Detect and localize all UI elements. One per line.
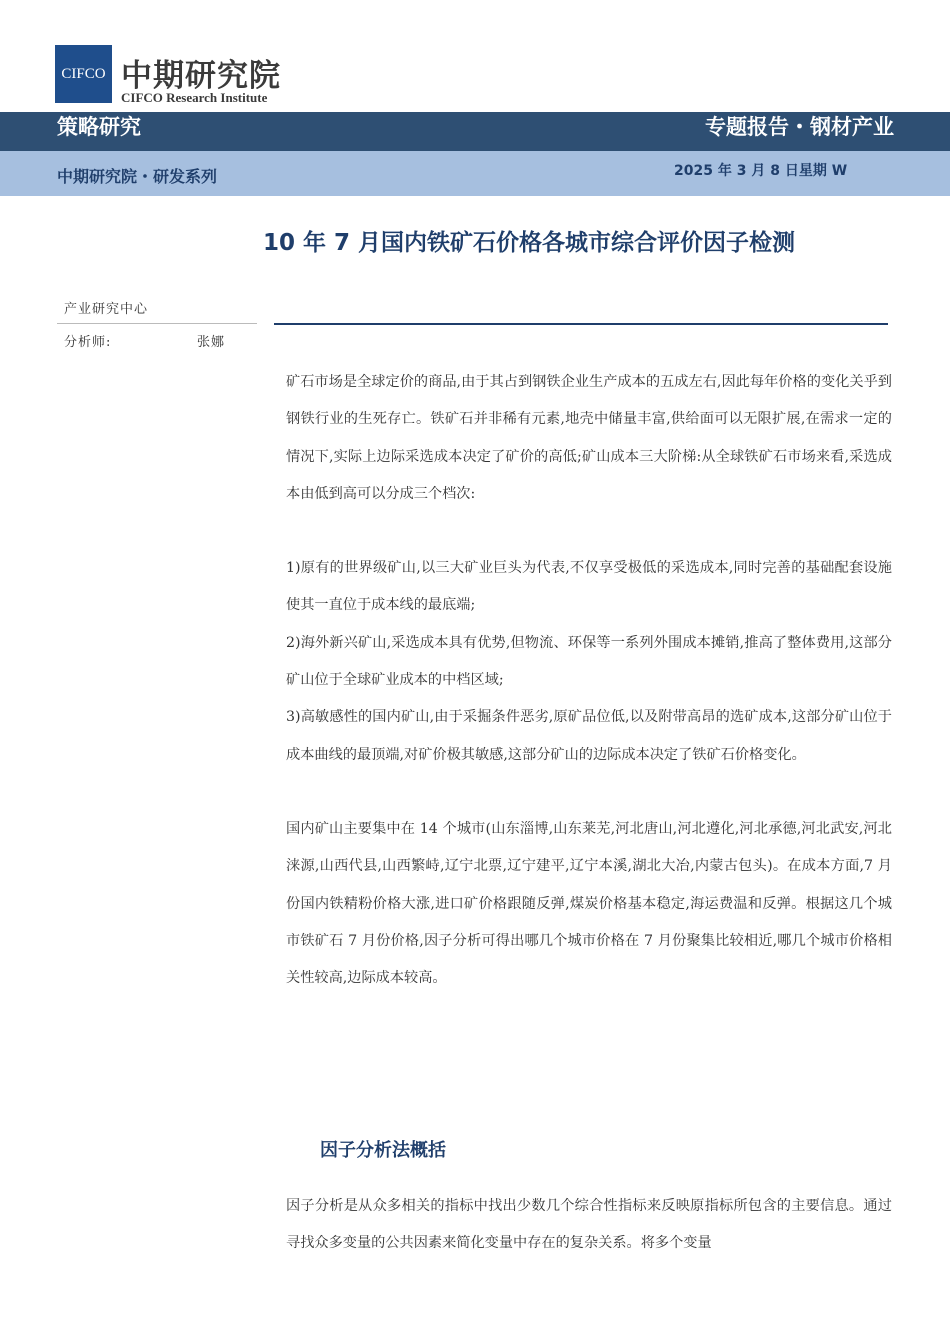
logo-mark: CIFCO	[55, 45, 112, 103]
content-divider	[274, 323, 888, 325]
page-title: 10 年 7 月国内铁矿石价格各城市综合评价因子检测	[262, 230, 796, 256]
department-label: 产业研究中心	[64, 302, 149, 317]
logo-name-cn: 中期研究院	[121, 58, 281, 94]
header-series: 中期研究院・研发系列	[57, 167, 218, 186]
paragraph-cities: 国内矿山主要集中在 14 个城市(山东淄博,山东莱芜,河北唐山,河北遵化,河北承德,河北武安,河北涞源,山西代县,山西繁峙,辽宁北票,辽宁建平,辽宁本溪,湖北大冶,内蒙古包头)。在成本方面,7 月份国内铁精粉价格大涨,进口矿价格跟随反弹,煤炭价格基本稳定,海运费温和反弹。根据这几个城市铁矿石 7 月份价格,因子分析可得出哪几个城市价格在 7 月份聚集比较相近,哪几个城市价格相关性较高,边际成本较高。	[286, 820, 892, 987]
logo-name-en: CIFCO Research Institute	[121, 90, 268, 105]
section-heading: 因子分析法概括	[320, 1140, 446, 1161]
paragraph-factor-analysis: 因子分析是从众多相关的指标中找出少数几个综合性指标来反映原指标所包含的主要信息。通过寻找众多变量的公共因素来简化变量中存在的复杂关系。将多个变量	[286, 1198, 892, 1252]
paragraph-intro: 矿石市场是全球定价的商品,由于其占到钢铁企业生产成本的五成左右,因此每年价格的变化关乎到钢铁行业的生死存亡。铁矿石并非稀有元素,地壳中储量丰富,供给面可以无限扩展,在需求一定的情况下,实际上边际采选成本决定了矿价的高低;矿山成本三大阶梯:从全球铁矿石市场来看,采选成本由低到高可以分成三个档次:	[286, 374, 892, 502]
list-item-3: 3)高敏感性的国内矿山,由于采掘条件恶劣,原矿品位低,以及附带高昂的选矿成本,这部分矿山位于成本曲线的最顶端,对矿价极其敏感,这部分矿山的边际成本决定了铁矿石价格变化。	[286, 709, 892, 763]
section-body	[286, 1188, 892, 1263]
sidebar-divider	[57, 323, 257, 324]
analyst-name: 张娜	[197, 335, 226, 350]
list-item-1: 1)原有的世界级矿山,以三大矿业巨头为代表,不仅享受极低的采选成本,同时完善的基础配套设施使其一直位于成本线的最底端;	[286, 560, 892, 614]
header-date: 2025 年 3 月 8 日星期 W	[674, 163, 848, 179]
body-text	[286, 364, 892, 997]
list-item-2: 2)海外新兴矿山,采选成本具有优势,但物流、环保等一系列外围成本摊销,推高了整体费用,这部分矿山位于全球矿业成本的中档区域;	[286, 634, 892, 689]
header-category: 策略研究	[57, 115, 141, 139]
analyst-label: 分析师:	[64, 335, 112, 350]
header-report-type: 专题报告・钢材产业	[705, 115, 894, 139]
